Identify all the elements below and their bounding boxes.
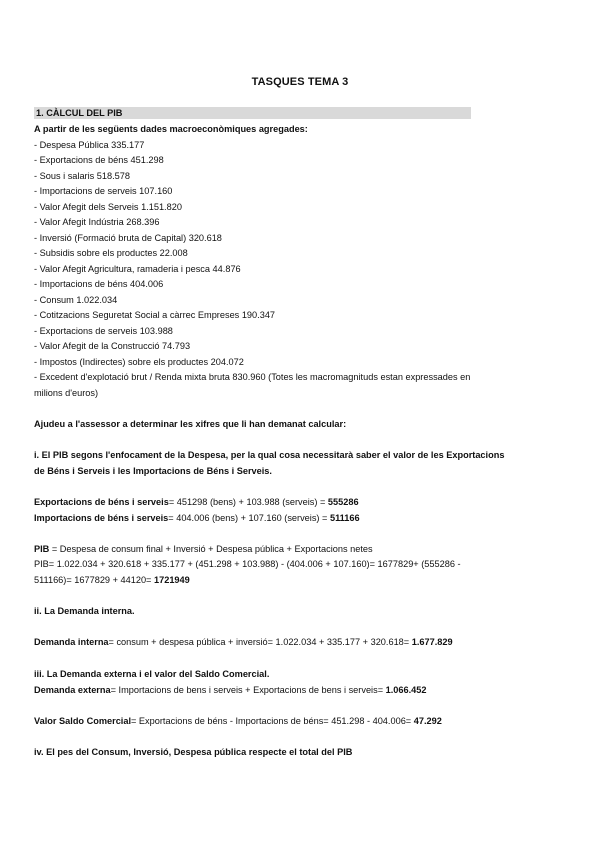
question-3: iii. La Demanda externa i el valor del Saldo Comercial. bbox=[34, 669, 270, 679]
instruction-text: Ajudeu a l'assessor a determinar les xifres que li han demanat calcular: bbox=[34, 419, 347, 429]
data-item: - Importacions de béns 404.006 bbox=[34, 279, 164, 289]
internal-demand-result: 1.677.829 bbox=[411, 637, 453, 647]
intro-text: A partir de les següents dades macroeconòmiques agregades: bbox=[34, 124, 308, 134]
question-2: ii. La Demanda interna. bbox=[34, 606, 135, 616]
document-title: TASQUES TEMA 3 bbox=[251, 76, 349, 88]
data-item: - Importacions de serveis 107.160 bbox=[34, 186, 173, 196]
trade-balance-calculation: Valor Saldo Comercial= Exportacions de béns - Importacions de béns= 451.298 - 404.006= 47.292 bbox=[34, 716, 442, 726]
data-item: - Valor Afegit Agricultura, ramaderia i pesca 44.876 bbox=[34, 264, 241, 274]
imports-calculation: Importacions de béns i serveis= 404.006 (bens) + 107.160 (serveis) = 511166 bbox=[34, 513, 360, 523]
external-demand-result: 1.066.452 bbox=[385, 685, 427, 695]
data-item: - Subsidis sobre els productes 22.008 bbox=[34, 248, 188, 258]
internal-demand-calculation: Demanda interna= consum + despesa pública + inversió= 1.022.034 + 335.177 + 320.618= 1.677.829 bbox=[34, 637, 453, 647]
data-item: - Impostos (Indirectes) sobre els productes 204.072 bbox=[34, 357, 244, 367]
pib-calculation: PIB= 1.022.034 + 320.618 + 335.177 + (451.298 + 103.988) - (404.006 + 107.160)= 1677829+ (555286 - bbox=[34, 559, 461, 569]
pib-formula: PIB = Despesa de consum final + Inversió + Despesa pública + Exportacions netes bbox=[34, 544, 373, 554]
data-item: - Excedent d'explotació brut / Renda mixta bruta 830.960 (Totes les macromagnituds estan expressades en bbox=[34, 372, 471, 382]
data-item: - Despesa Pública 335.177 bbox=[34, 140, 145, 150]
data-item: - Exportacions de béns 451.298 bbox=[34, 155, 164, 165]
data-item-continuation: milions d'euros) bbox=[34, 388, 99, 398]
data-item: - Valor Afegit Indústria 268.396 bbox=[34, 217, 160, 227]
trade-balance-result: 47.292 bbox=[413, 716, 442, 726]
question-4: iv. El pes del Consum, Inversió, Despesa pública respecte el total del PIB bbox=[34, 747, 353, 757]
data-item: - Exportacions de serveis 103.988 bbox=[34, 326, 173, 336]
data-item: - Consum 1.022.034 bbox=[34, 295, 118, 305]
data-item: - Inversió (Formació bruta de Capital) 320.618 bbox=[34, 233, 222, 243]
data-item: - Valor Afegit de la Construcció 74.793 bbox=[34, 341, 191, 351]
data-item: - Cotitzacions Seguretat Social a càrrec Empreses 190.347 bbox=[34, 310, 276, 320]
external-demand-calculation: Demanda externa= Importacions de bens i serveis + Exportacions de bens i serveis= 1.066.452 bbox=[34, 685, 427, 695]
data-item: - Sous i salaris 518.578 bbox=[34, 171, 131, 181]
exports-result: 555286 bbox=[327, 497, 359, 507]
section-header: 1. CÀLCUL DEL PIB bbox=[36, 108, 123, 118]
pib-calculation-continuation: 511166)= 1677829 + 44120= 1721949 bbox=[34, 575, 190, 585]
exports-calculation: Exportacions de béns i serveis= 451298 (bens) + 103.988 (serveis) = 555286 bbox=[34, 497, 359, 507]
question-1: i. El PIB segons l'enfocament de la Despesa, per la qual cosa necessitarà saber el valor de les Exportacions bbox=[34, 450, 505, 460]
section-header-bar bbox=[34, 107, 471, 119]
question-1-continuation: de Béns i Serveis i les Importacions de Béns i Serveis. bbox=[34, 466, 272, 476]
imports-result: 511166 bbox=[329, 513, 360, 523]
data-item: - Valor Afegit dels Serveis 1.151.820 bbox=[34, 202, 182, 212]
pib-result: 1721949 bbox=[153, 575, 190, 585]
